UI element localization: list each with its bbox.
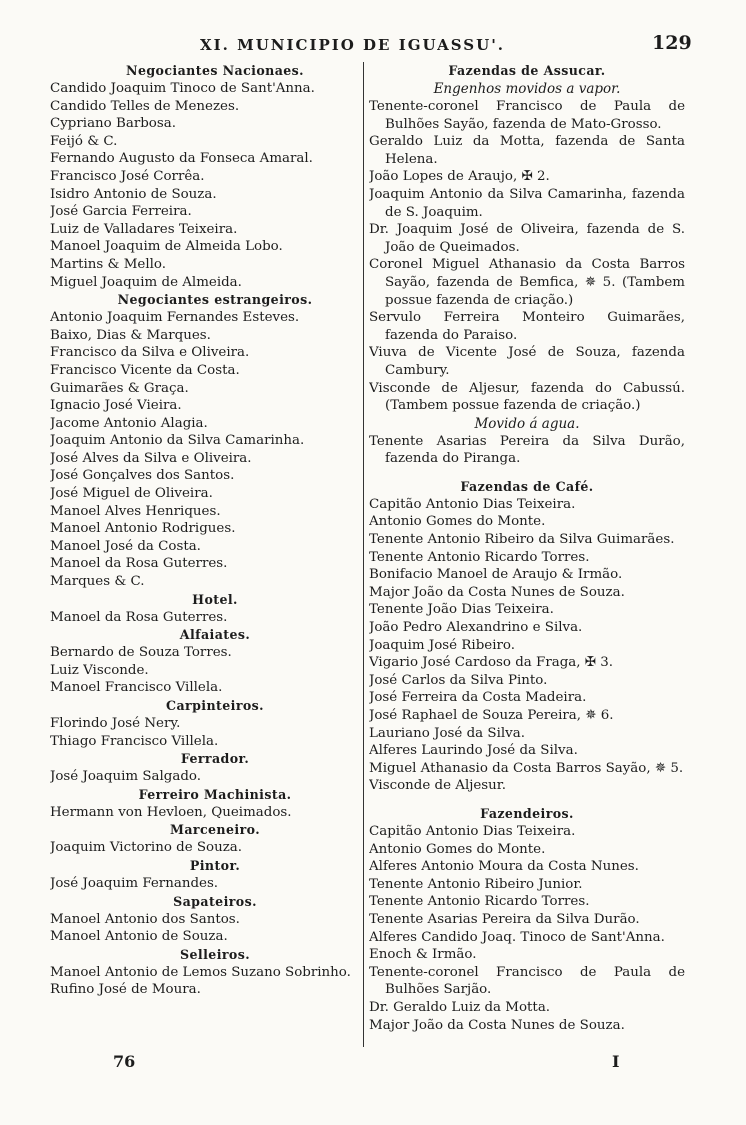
directory-entry: Manoel José da Costa. <box>50 538 201 554</box>
directory-entry: Manoel Antonio dos Santos. <box>50 911 240 927</box>
page-number: 129 <box>652 32 692 54</box>
section-title: Ferrador. <box>180 751 250 767</box>
directory-entry: Guimarães & Graça. <box>50 380 189 396</box>
running-header <box>0 30 746 60</box>
section-title: Selleiros. <box>180 946 250 962</box>
directory-entry: Servulo Ferreira Monteiro Guimarães, fazenda do Paraiso. <box>369 310 685 343</box>
directory-section <box>50 750 360 786</box>
directory-entry: Joaquim Antonio da Silva Camarinha, fazenda de S. Joaquim. <box>369 186 685 220</box>
page-title: XI. MUNICIPIO DE IGUASSU'. <box>200 36 506 54</box>
directory-entry: Thiago Francisco Villela. <box>50 733 219 749</box>
directory-entry: José Carlos da Silva Pinto. <box>369 672 548 688</box>
section-gap <box>369 468 685 478</box>
directory-entry: Baixo, Dias & Marques. <box>50 327 211 343</box>
directory-entry: Manoel Antonio de Lemos Suzano Sobrinho. <box>50 964 351 980</box>
directory-entry: Hermann von Hevloen, Queimados. <box>50 804 292 820</box>
section-title: Alfaiates. <box>179 627 251 643</box>
directory-section <box>50 857 360 893</box>
section-title: Fazendas de Assucar. <box>448 63 606 78</box>
section-title: Carpinteiros. <box>166 698 264 713</box>
directory-entry: Tenente Antonio Ribeiro da Silva Guimarães. <box>369 532 675 548</box>
section-title: Ferreiro Machinista. <box>138 786 292 802</box>
directory-entry: Tenente-coronel Francisco de Paula de Bulhões Sarjão. <box>369 964 685 998</box>
directory-entry: Tenente Asarias Pereira da Silva Durão. <box>369 911 640 927</box>
directory-entry: Antonio Gomes do Monte. <box>369 841 546 857</box>
left-column <box>50 62 360 999</box>
section-title: Negociantes Nacionaes. <box>126 63 304 78</box>
directory-entry: Geraldo Luiz da Motta, fazenda de Santa Helena. <box>369 134 685 167</box>
directory-entry: Manoel Alves Henriques. <box>50 503 221 519</box>
directory-entry: Coronel Miguel Athanasio da Costa Barros Sayão, fazenda de Bemfica, ✵ 5. (Tambem possue fazenda de criação.) <box>369 257 685 308</box>
directory-entry: Miguel Athanasio da Costa Barros Sayão, ✵ 5. <box>369 760 684 776</box>
directory-entry: Bonifacio Manoel de Araujo & Irmão. <box>369 567 623 583</box>
directory-section <box>369 805 685 1034</box>
directory-entry: Fernando Augusto da Fonseca Amaral. <box>50 151 313 167</box>
directory-entry: Enoch & Irmão. <box>369 947 477 963</box>
directory-section <box>50 626 360 697</box>
directory-entry: Francisco da Silva e Oliveira. <box>50 345 250 361</box>
directory-section <box>50 62 360 291</box>
directory-entry: José Raphael de Souza Pereira, ✵ 6. <box>369 708 614 723</box>
directory-entry: Cypriano Barbosa. <box>50 116 176 132</box>
directory-entry: Joaquim Victorino de Souza. <box>50 840 243 856</box>
directory-entry: Alferes Antonio Moura da Costa Nunes. <box>369 859 639 875</box>
directory-entry: José Miguel de Oliveira. <box>50 486 213 502</box>
directory-entry: Capitão Antonio Dias Teixeira. <box>369 823 576 839</box>
directory-entry: Vigario José Cardoso da Fraga, ✠ 3. <box>369 655 614 671</box>
directory-entry: Tenente João Dias Teixeira. <box>369 602 554 618</box>
directory-entry: Francisco José Corrêa. <box>50 168 205 184</box>
directory-section <box>369 62 685 478</box>
directory-entry: José Joaquim Salgado. <box>50 769 201 785</box>
directory-entry: Visconde de Aljesur. <box>369 778 506 794</box>
directory-section <box>50 786 360 822</box>
directory-entry: Tenente-coronel Francisco de Paula de Bulhões Sayão, fazenda de Mato-Grosso. <box>369 99 685 132</box>
column-divider <box>363 62 364 1047</box>
directory-entry: Major João da Costa Nunes de Souza. <box>369 1017 625 1033</box>
directory-entry: Viuva de Vicente José de Souza, fazenda Cambury. <box>369 345 685 378</box>
directory-entry: Capitão Antonio Dias Teixeira. <box>369 496 576 512</box>
directory-entry: José Garcia Ferreira. <box>50 204 192 220</box>
directory-entry: Antonio Gomes do Monte. <box>369 514 546 530</box>
directory-section <box>50 291 360 591</box>
directory-section <box>50 893 360 946</box>
directory-entry: Luiz Visconde. <box>50 662 149 678</box>
directory-entry: Manoel Antonio Rodrigues. <box>50 521 236 537</box>
directory-entry: Francisco Vicente da Costa. <box>50 362 240 378</box>
section-title: Marceneiro. <box>170 822 260 838</box>
directory-entry: João Pedro Alexandrino e Silva. <box>369 620 583 636</box>
directory-entry: Miguel Joaquim de Almeida. <box>50 274 242 290</box>
directory-entry: Martins & Mello. <box>50 256 166 272</box>
directory-entry: Tenente Antonio Ricardo Torres. <box>369 894 590 910</box>
directory-entry: Florindo José Nery. <box>50 716 181 731</box>
directory-entry: José Joaquim Fernandes. <box>50 875 219 891</box>
directory-entry: João Lopes de Araujo, ✠ 2. <box>369 169 550 185</box>
directory-entry: Manoel Francisco Villela. <box>50 680 223 696</box>
section-title: Fazendeiros. <box>480 805 574 821</box>
directory-entry: Bernardo de Souza Torres. <box>50 645 232 661</box>
section-title: Pintor. <box>189 857 241 873</box>
signature-mark-right: I <box>612 1052 620 1071</box>
directory-entry: Alferes Laurindo José da Silva. <box>369 743 578 759</box>
directory-entry: Dr. Joaquim José de Oliveira, fazenda de S. João de Queimados. <box>369 222 685 255</box>
directory-entry: Joaquim José Ribeiro. <box>369 637 515 653</box>
directory-entry: Candido Joaquim Tinoco de Sant'Anna. <box>50 81 315 96</box>
section-subtitle: Engenhos movidos a vapor. <box>433 81 621 97</box>
section-title: Sapateiros. <box>173 893 257 909</box>
directory-section <box>50 591 360 627</box>
directory-entry: Tenente Asarias Pereira da Silva Durão, fazenda do Piranga. <box>369 433 685 467</box>
directory-entry: Ignacio José Vieira. <box>50 398 182 414</box>
directory-entry: Manoel da Rosa Guterres. <box>50 609 228 625</box>
directory-entry: Jacome Antonio Alagia. <box>50 415 208 431</box>
directory-entry: Alferes Candido Joaq. Tinoco de Sant'Anna. <box>369 929 665 945</box>
section-subtitle: Movido á agua. <box>474 415 580 432</box>
directory-entry: Joaquim Antonio da Silva Camarinha. <box>50 433 305 449</box>
directory-entry: Feijó & C. <box>50 133 118 149</box>
section-gap <box>369 795 685 805</box>
signature-mark-left: 76 <box>113 1052 136 1071</box>
directory-entry: Dr. Geraldo Luiz da Motta. <box>369 999 551 1015</box>
directory-entry: Manoel Joaquim de Almeida Lobo. <box>50 239 283 255</box>
directory-section <box>50 697 360 750</box>
right-column <box>369 62 685 1034</box>
section-title: Negociantes estrangeiros. <box>117 292 313 308</box>
section-title: Hotel. <box>192 591 238 607</box>
directory-entry: Marques & C. <box>50 574 145 590</box>
directory-entry: Luiz de Valladares Teixeira. <box>50 221 238 237</box>
directory-entry: Isidro Antonio de Souza. <box>50 186 217 202</box>
directory-section <box>50 946 360 999</box>
directory-entry: Rufino José de Moura. <box>50 982 201 998</box>
directory-entry: José Alves da Silva e Oliveira. <box>50 450 252 466</box>
directory-entry: Manoel da Rosa Guterres. <box>50 556 228 572</box>
directory-entry: Tenente Antonio Ribeiro Junior. <box>369 876 583 892</box>
directory-entry: Manoel Antonio de Souza. <box>50 929 228 945</box>
directory-entry: Major João da Costa Nunes de Souza. <box>369 584 625 600</box>
directory-section <box>369 478 685 805</box>
directory-entry: Lauriano José da Silva. <box>369 725 525 741</box>
directory-entry: José Ferreira da Costa Madeira. <box>369 690 587 706</box>
section-title: Fazendas de Café. <box>460 478 594 494</box>
directory-entry: Visconde de Aljesur, fazenda do Cabussú. (Tambem possue fazenda de criação.) <box>369 380 685 414</box>
directory-entry: Candido Telles de Menezes. <box>50 98 240 114</box>
directory-entry: José Gonçalves dos Santos. <box>50 468 235 484</box>
directory-section <box>50 821 360 857</box>
directory-entry: Tenente Antonio Ricardo Torres. <box>369 549 590 565</box>
directory-entry: Antonio Joaquim Fernandes Esteves. <box>50 310 300 326</box>
